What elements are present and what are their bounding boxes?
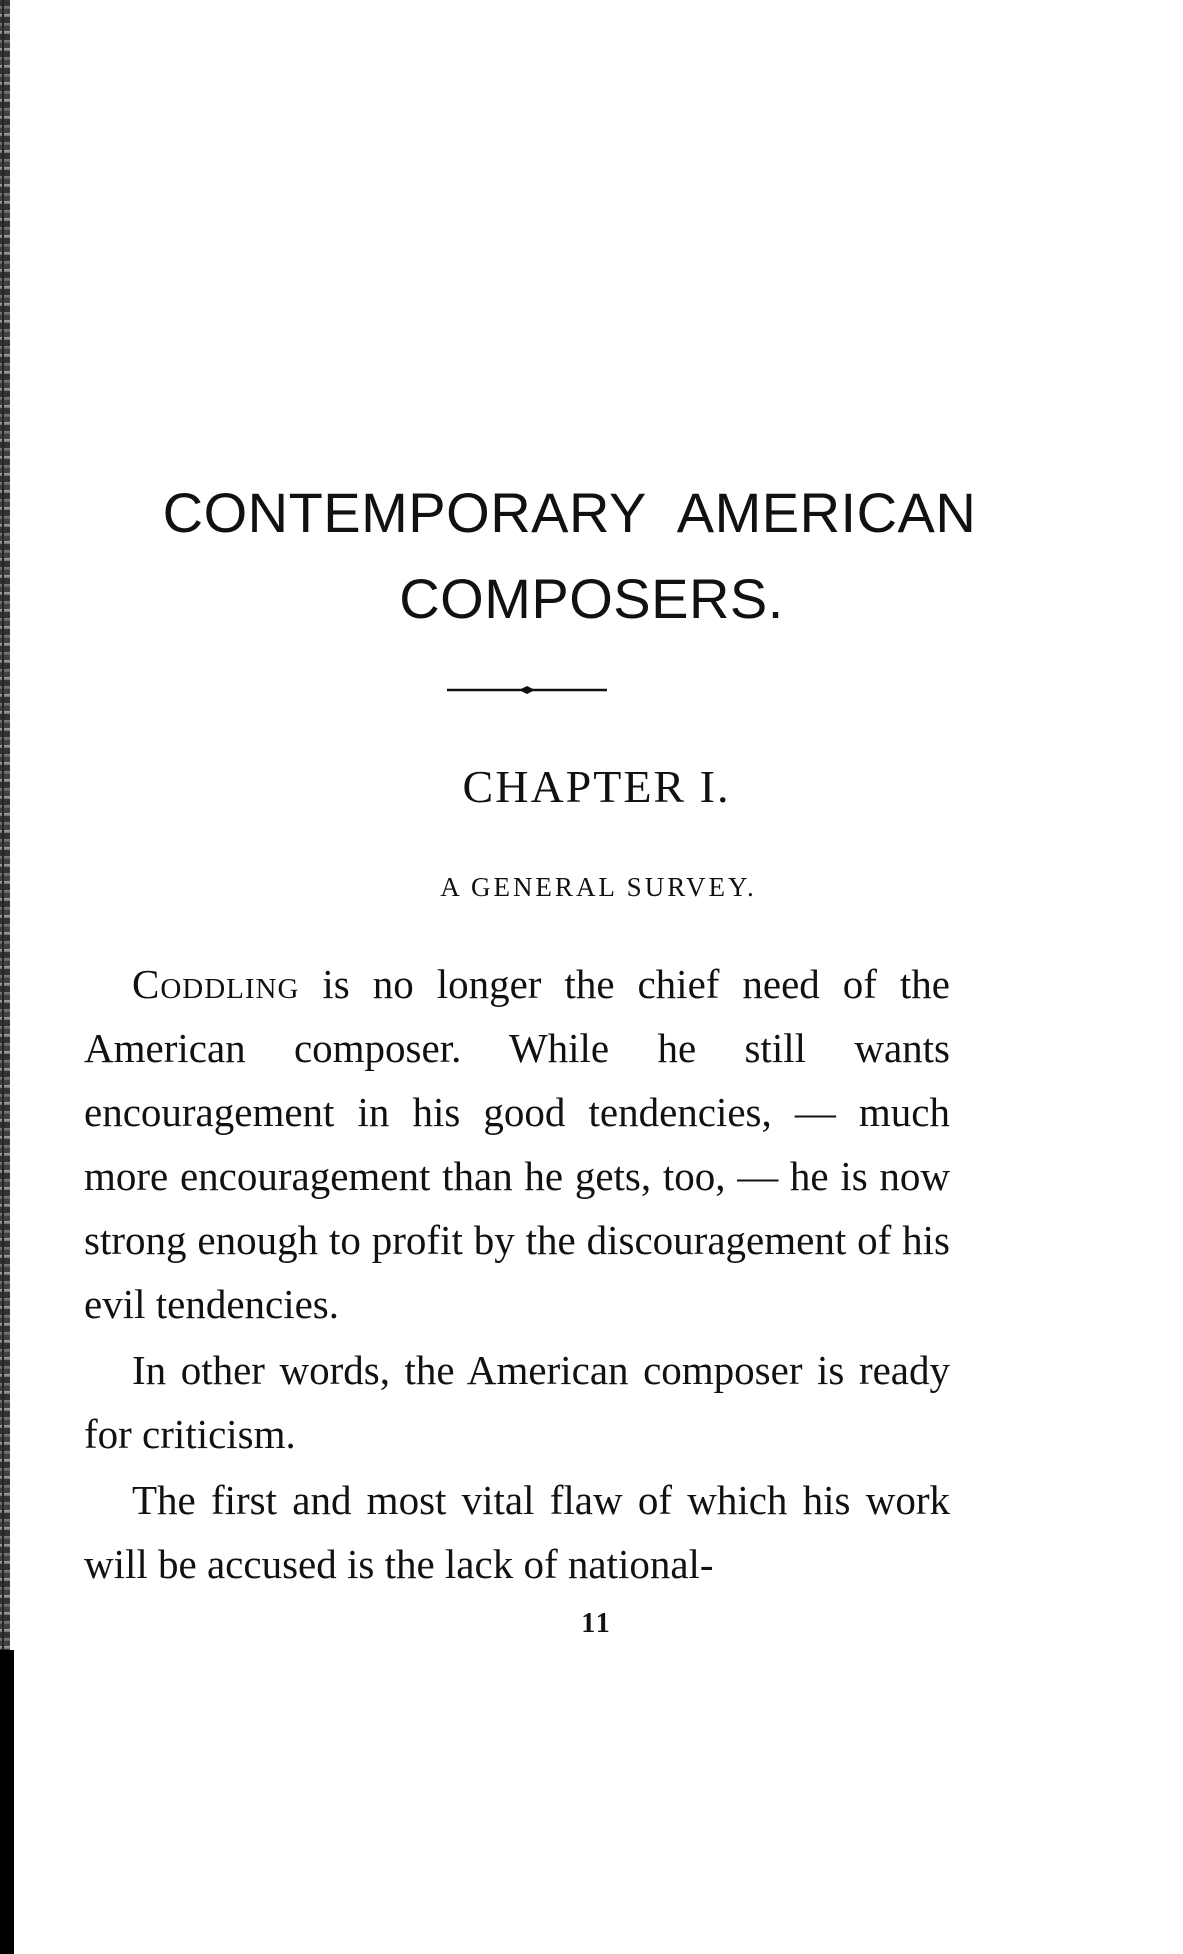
paragraph-1-text: is no longer the chief need of the American composer. While he still wants encouragement in his good tendencies, — much more encouragement than he gets, too, — he is now strong enough to profit by the discouragement of his evil tendencies. [84,961,950,1327]
chapter-body [84,952,950,1598]
ornament-rule [447,685,607,695]
chapter-heading: CHAPTER I. [462,761,731,812]
chapter-subtitle: A GENERAL SURVEY. [440,872,757,902]
paragraph-3: The first and most vital flaw of which his work will be accused is the lack of national- [84,1477,950,1587]
ornament-diamond [519,686,535,694]
page-number: 11 [581,1608,612,1639]
scanned-binding-shadow [0,1650,14,1954]
book-title-line-1: CONTEMPORARY AMERICAN [162,481,977,544]
book-title [0,470,1183,642]
paragraph-1 [84,952,950,1336]
paragraph-1-lead-word: Coddling [132,961,300,1007]
paragraph-2: In other words, the American composer is ready for criticism. [84,1347,950,1457]
book-title-line-2: COMPOSERS. [399,567,784,630]
